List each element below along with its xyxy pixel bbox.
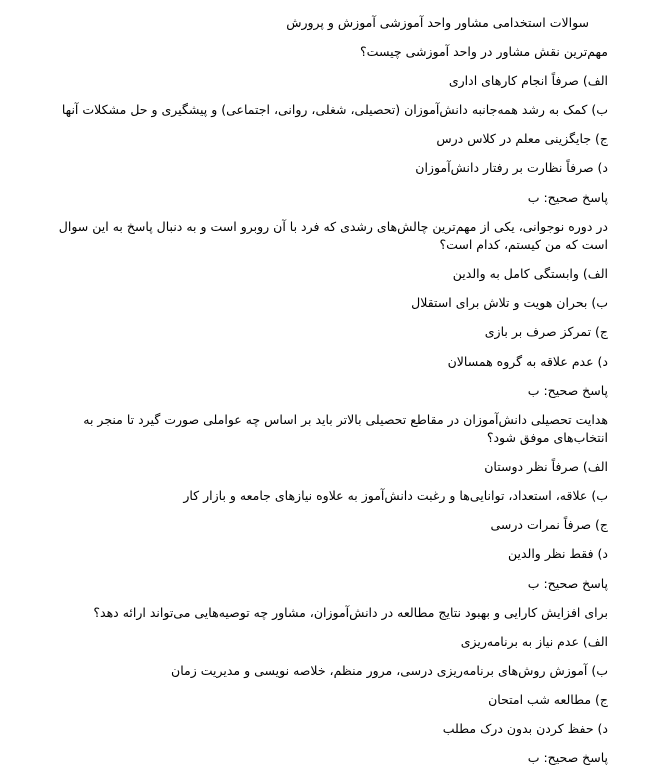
- document-title: سوالات استخدامی مشاور واحد آموزشی آموزش و پرورش: [286, 15, 589, 30]
- question-1-option-d: د) صرفاً نظارت بر رفتار دانش‌آموزان: [415, 160, 608, 175]
- question-4-option-d: د) حفظ کردن بدون درک مطلب: [442, 721, 608, 736]
- question-3-option-d: د) فقط نظر والدین: [507, 546, 608, 561]
- question-1-answer: پاسخ صحیح: ب: [527, 190, 608, 205]
- question-4-option-b: ب) آموزش روش‌های برنامه‌ریزی درسی، مرور منظم، خلاصه نویسی و مدیریت زمان: [171, 663, 608, 678]
- question-4-option-a: الف) عدم نیاز به برنامه‌ریزی: [460, 634, 608, 649]
- question-4-option-c: ج) مطالعه شب امتحان: [488, 692, 608, 707]
- question-4-answer: پاسخ صحیح: ب: [527, 750, 608, 765]
- question-1-option-b: ب) کمک به رشد همه‌جانبه دانش‌آموزان (تحصیلی، شغلی، روانی، اجتماعی) و پیشگیری و حل مشکلات آنها: [61, 102, 608, 117]
- question-3-option-a: الف) صرفاً نظر دوستان: [484, 459, 608, 474]
- question-2-text: در دوره نوجوانی، یکی از مهم‌ترین چالش‌های رشدی که فرد با آن روبرو است و به دنبال پاسخ به این سوال است که من کیستم، کدام است؟: [58, 219, 608, 252]
- question-1-option-a: الف) صرفاً انجام کارهای اداری: [448, 73, 608, 88]
- question-3-option-b: ب) علاقه، استعداد، توانایی‌ها و رغبت دانش‌آموز به علاوه نیازهای جامعه و بازار کار: [183, 488, 608, 503]
- question-1-option-c: ج) جایگزینی معلم در کلاس درس: [436, 131, 608, 146]
- question-2-option-d: د) عدم علاقه به گروه همسالان: [447, 354, 608, 369]
- question-3-text: هدایت تحصیلی دانش‌آموزان در مقاطع تحصیلی بالاتر باید بر اساس چه عواملی صورت گیرد تا منجر به انتخاب‌های موفق شود؟: [83, 412, 608, 445]
- question-3-option-c: ج) صرفاً نمرات درسی: [490, 517, 608, 532]
- question-1-text: مهم‌ترین نقش مشاور در واحد آموزشی چیست؟: [360, 44, 608, 59]
- question-3-answer: پاسخ صحیح: ب: [527, 576, 608, 591]
- question-2-option-b: ب) بحران هویت و تلاش برای استقلال: [411, 295, 608, 310]
- question-2-option-a: الف) وابستگی کامل به والدین: [452, 266, 608, 281]
- question-2-answer: پاسخ صحیح: ب: [527, 383, 608, 398]
- question-2-option-c: ج) تمرکز صرف بر بازی: [484, 324, 608, 339]
- question-4-text: برای افزایش کارایی و بهبود نتایج مطالعه در دانش‌آموزان، مشاور چه توصیه‌هایی می‌تواند ارائه دهد؟: [93, 605, 608, 620]
